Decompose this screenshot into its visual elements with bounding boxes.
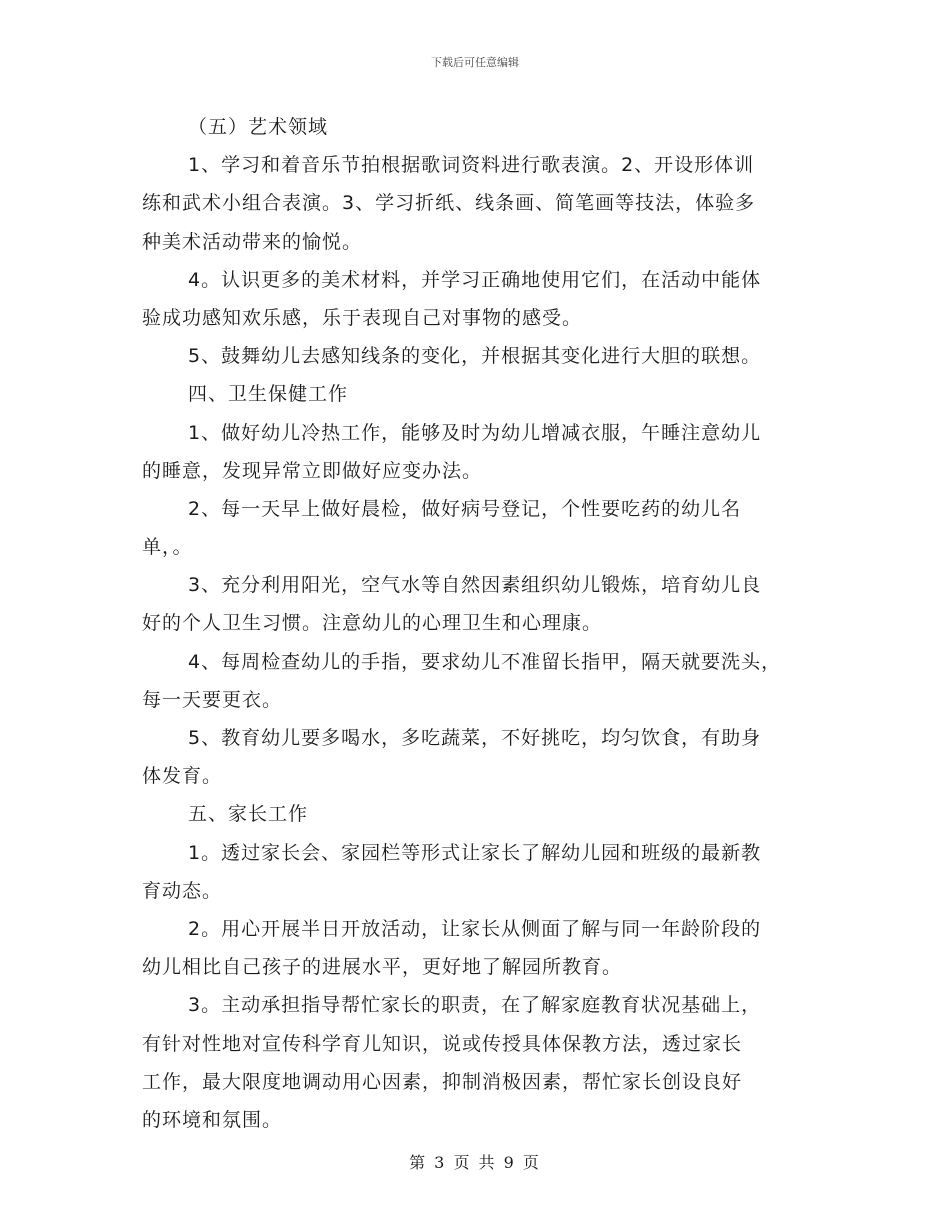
- paragraph-line: 2、每一天早上做好晨检，做好病号登记，个性要吃药的幼儿名: [188, 497, 742, 520]
- paragraph-line: 练和武术小组合表演。3、学习折纸、线条画、简笔画等技法，体验多: [142, 192, 756, 215]
- paragraph-line: 1。透过家长会、家园栏等形式让家长了解幼儿园和班级的最新教: [188, 841, 762, 864]
- paragraph-line: 验成功感知欢乐感，乐于表现自己对事物的感受。: [142, 306, 583, 329]
- paragraph-line: 3、充分利用阳光，空气水等自然因素组织幼儿锻炼，培育幼儿良: [188, 574, 762, 597]
- paragraph-line: 单，。: [142, 536, 193, 559]
- paragraph-line: 好的个人卫生习惯。注意幼儿的心理卫生和心理康。: [142, 612, 603, 635]
- paragraph-line: 1、学习和着音乐节拍根据歌词资料进行歌表演。2、开设形体训: [188, 154, 755, 177]
- paragraph-line: 5、教育幼儿要多喝水，多吃蔬菜，不好挑吃，均匀饮食，有助身: [188, 727, 762, 749]
- paragraph-line: 2。用心开展半日开放活动，让家长从侧面了解与同一年龄阶段的: [188, 917, 762, 940]
- paragraph-line: 体发育。: [142, 765, 223, 788]
- paragraph-line: 每一天要更衣。: [142, 688, 283, 711]
- paragraph-line: 的睡意，发现异常立即做好应变办法。: [142, 459, 483, 482]
- paragraph-line: 育动态。: [142, 879, 223, 902]
- paragraph-line: 4。认识更多的美术材料，并学习正确地使用它们，在活动中能体: [188, 268, 762, 291]
- paragraph-line: 工作，最大限度地调动用心因素，抑制消极因素，帮忙家长创设良好: [142, 1070, 743, 1093]
- paragraph-line: 3。主动承担指导帮忙家长的职责，在了解家庭教育状况基础上，: [188, 994, 762, 1017]
- page-header: 下载后可任意编辑: [431, 56, 519, 69]
- paragraph-line: 的环境和氛围。: [142, 1108, 283, 1131]
- paragraph-line: 幼儿相比自己孩子的进展水平，更好地了解园所教育。: [142, 956, 623, 979]
- section-heading-parents: 五、家长工作: [188, 803, 309, 826]
- page-number-footer: 第 3 页 共 9 页: [409, 1153, 541, 1172]
- paragraph-line: 种美术活动带来的愉悦。: [142, 230, 363, 253]
- document-body: [142, 108, 822, 1139]
- paragraph-line: 4、每周检查幼儿的手指，要求幼儿不准留长指甲，隔天就要洗头，: [188, 650, 782, 673]
- paragraph-line: 5、鼓舞幼儿去感知线条的变化，并根据其变化进行大胆的联想。: [188, 345, 762, 368]
- paragraph-line: 有针对性地对宣传科学育儿知识，说或传授具体保教方法，透过家长: [142, 1032, 743, 1055]
- section-heading-arts: （五）艺术领域: [188, 116, 329, 138]
- section-heading-health: 四、卫生保健工作: [188, 383, 349, 406]
- paragraph-line: 1、做好幼儿冷热工作，能够及时为幼儿增减衣服，午睡注意幼儿: [188, 421, 762, 444]
